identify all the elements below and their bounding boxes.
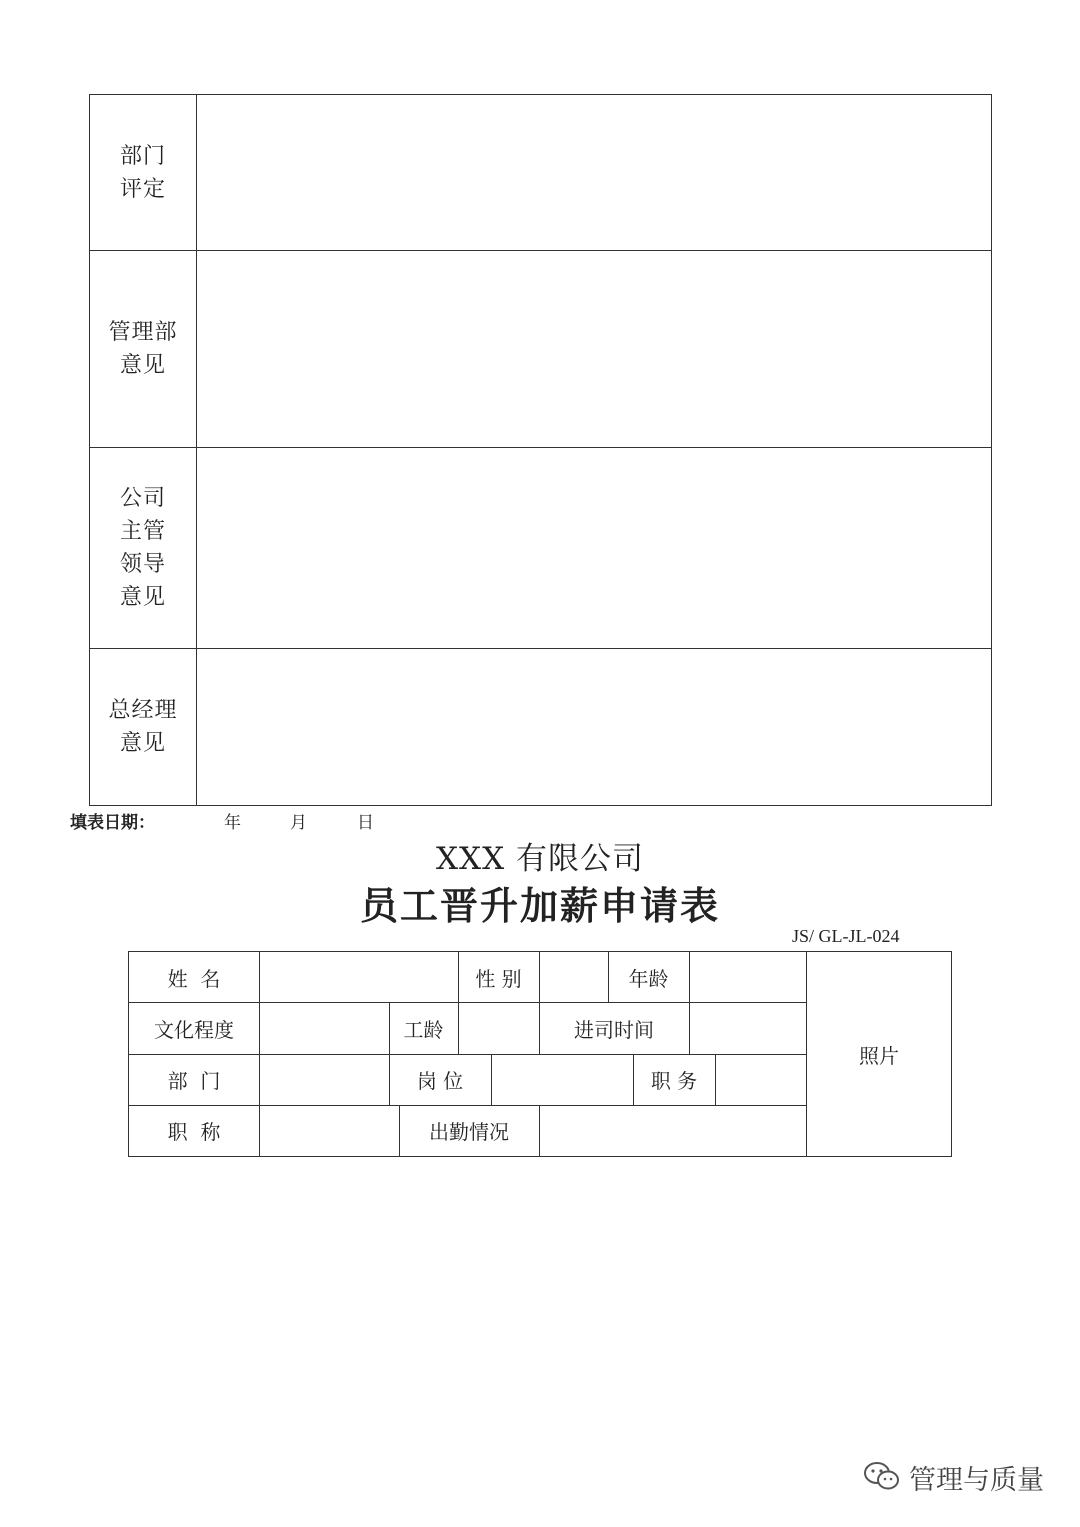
seniority-field[interactable] (458, 1002, 539, 1054)
document-number: JS/ GL-JL-024 (792, 926, 900, 946)
approval-row-department (90, 95, 991, 251)
approval-row-supervisor (90, 448, 991, 649)
department-evaluation-field[interactable] (197, 95, 991, 250)
gender-label: 性 别 (475, 966, 522, 991)
admin-opinion-field[interactable] (197, 251, 991, 447)
fill-date-month: 月 (290, 813, 307, 833)
row-label: 部门 评定 (90, 95, 197, 250)
watermark (863, 1458, 1044, 1497)
duty-field[interactable] (715, 1054, 806, 1105)
gender-field[interactable] (539, 952, 608, 1002)
fill-date-label: 填表日期： (70, 813, 155, 833)
attendance-label: 出勤情况 (429, 1120, 509, 1144)
row-label: 总经理 意见 (90, 649, 197, 805)
title-rank-field[interactable] (260, 1105, 399, 1156)
post-label: 岗 位 (416, 1069, 464, 1093)
watermark-text: 管理与质量 (909, 1465, 1044, 1496)
fill-date-day: 日 (357, 813, 374, 833)
row-label: 管理部 意见 (90, 251, 197, 447)
approval-row-admin (90, 251, 991, 448)
name-field[interactable] (260, 952, 458, 1002)
join-date-label: 进司时间 (574, 1017, 654, 1042)
approval-table (89, 94, 992, 806)
name-label: 姓 名 (167, 966, 221, 991)
attendance-field[interactable] (539, 1105, 806, 1156)
department-label: 部 门 (167, 1069, 221, 1093)
approval-row-gm (90, 649, 991, 805)
post-field[interactable] (491, 1054, 633, 1105)
fill-date-year: 年 (224, 813, 241, 833)
title-rank-label: 职 称 (167, 1120, 221, 1144)
seniority-label: 工龄 (403, 1017, 444, 1042)
company-name: XXX 有限公司 (435, 841, 645, 877)
form-title: 员工晋升加薪申请表 (359, 883, 720, 928)
duty-label: 职 务 (650, 1069, 698, 1093)
gm-opinion-field[interactable] (197, 649, 991, 805)
photo-cell[interactable]: 照片 (859, 1043, 899, 1068)
join-date-field[interactable] (689, 1002, 806, 1054)
education-label: 文化程度 (154, 1017, 234, 1042)
employee-info-table (128, 951, 952, 1157)
row-label: 公司 主管 领导 意见 (90, 448, 197, 648)
wechat-icon (863, 1460, 901, 1496)
age-label: 年龄 (628, 966, 669, 991)
education-field[interactable] (260, 1002, 389, 1054)
supervisor-opinion-field[interactable] (197, 448, 991, 648)
department-field[interactable] (260, 1054, 389, 1105)
age-field[interactable] (689, 952, 806, 1002)
